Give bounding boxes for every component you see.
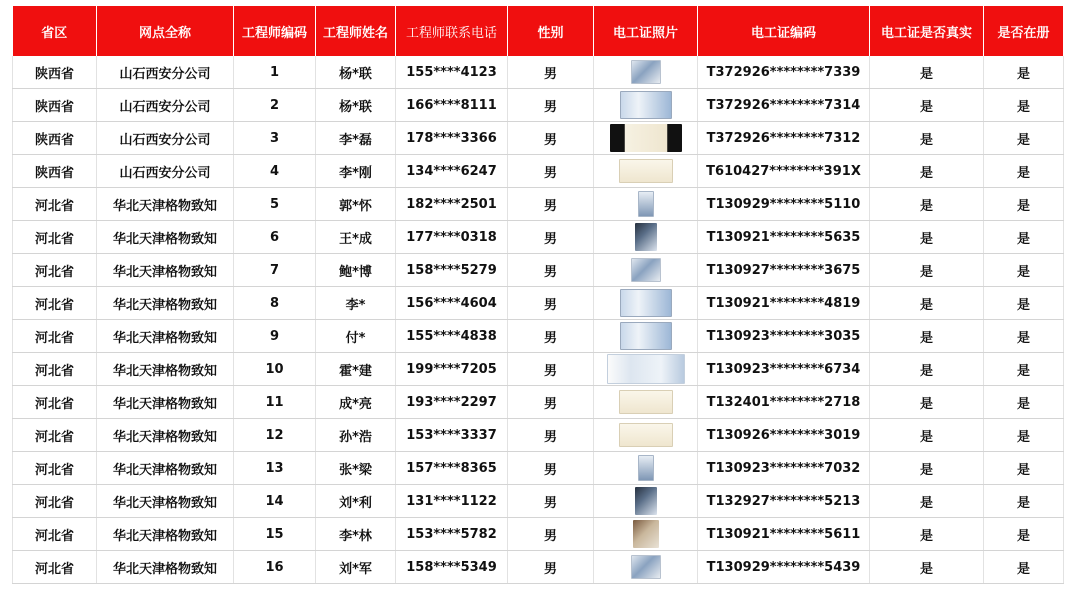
cell-engineer-name: 杨*联 <box>316 56 396 89</box>
table-row <box>13 419 1064 452</box>
cell-cert-real: 是 <box>870 188 984 221</box>
cert-photo-thumbnail <box>631 555 661 579</box>
cell-province: 河北省 <box>13 485 97 518</box>
cell-branch: 华北天津格物致知 <box>97 485 234 518</box>
cell-cert-code: T130923********6734 <box>698 353 870 386</box>
cell-phone: 158****5349 <box>396 551 508 584</box>
table-row <box>13 485 1064 518</box>
table-header-row <box>13 6 1064 56</box>
cell-cert-code: T130921********4819 <box>698 287 870 320</box>
cell-registered: 是 <box>984 419 1064 452</box>
table-row <box>13 353 1064 386</box>
cell-province: 河北省 <box>13 188 97 221</box>
cell-gender: 男 <box>508 287 594 320</box>
cell-phone: 157****8365 <box>396 452 508 485</box>
cell-branch: 山石西安分公司 <box>97 122 234 155</box>
cell-cert-real: 是 <box>870 89 984 122</box>
cell-province: 河北省 <box>13 386 97 419</box>
cell-registered: 是 <box>984 518 1064 551</box>
cell-gender: 男 <box>508 452 594 485</box>
cell-cert-photo <box>594 485 698 518</box>
cell-engineer-name: 鲍*博 <box>316 254 396 287</box>
cell-engineer-name: 李*林 <box>316 518 396 551</box>
cell-engineer-name: 张*梁 <box>316 452 396 485</box>
cell-registered: 是 <box>984 155 1064 188</box>
cell-gender: 男 <box>508 320 594 353</box>
table-row <box>13 89 1064 122</box>
cell-branch: 华北天津格物致知 <box>97 188 234 221</box>
cell-registered: 是 <box>984 452 1064 485</box>
cell-cert-real: 是 <box>870 320 984 353</box>
col-header-registered: 是否在册 <box>984 6 1064 56</box>
cell-registered: 是 <box>984 551 1064 584</box>
cell-engineer-name: 刘*军 <box>316 551 396 584</box>
cell-cert-real: 是 <box>870 221 984 254</box>
cell-phone: 182****2501 <box>396 188 508 221</box>
cell-engineer-id: 1 <box>234 56 316 89</box>
cert-photo-thumbnail <box>631 60 661 84</box>
table-row <box>13 551 1064 584</box>
col-header-engineer-name: 工程师姓名 <box>316 6 396 56</box>
cell-cert-code: T130921********5611 <box>698 518 870 551</box>
cell-province: 河北省 <box>13 353 97 386</box>
cell-gender: 男 <box>508 518 594 551</box>
cell-engineer-name: 王*成 <box>316 221 396 254</box>
cell-cert-photo <box>594 518 698 551</box>
cell-engineer-id: 11 <box>234 386 316 419</box>
cell-phone: 193****2297 <box>396 386 508 419</box>
cell-phone: 178****3366 <box>396 122 508 155</box>
col-header-province: 省区 <box>13 6 97 56</box>
cell-province: 陕西省 <box>13 89 97 122</box>
cell-engineer-name: 李* <box>316 287 396 320</box>
cell-gender: 男 <box>508 155 594 188</box>
cell-registered: 是 <box>984 353 1064 386</box>
cell-engineer-name: 孙*浩 <box>316 419 396 452</box>
cert-photo-thumbnail <box>635 487 657 515</box>
col-header-engineer-id: 工程师编码 <box>234 6 316 56</box>
cell-engineer-id: 16 <box>234 551 316 584</box>
cell-branch: 山石西安分公司 <box>97 155 234 188</box>
cell-cert-photo <box>594 188 698 221</box>
cell-phone: 155****4123 <box>396 56 508 89</box>
table-row <box>13 452 1064 485</box>
cell-phone: 166****8111 <box>396 89 508 122</box>
cell-cert-photo <box>594 155 698 188</box>
cell-engineer-id: 3 <box>234 122 316 155</box>
cell-gender: 男 <box>508 56 594 89</box>
cell-province: 河北省 <box>13 320 97 353</box>
cell-branch: 华北天津格物致知 <box>97 386 234 419</box>
cell-branch: 华北天津格物致知 <box>97 419 234 452</box>
cell-province: 陕西省 <box>13 122 97 155</box>
cell-cert-photo <box>594 320 698 353</box>
cell-province: 河北省 <box>13 551 97 584</box>
cell-cert-code: T130929********5110 <box>698 188 870 221</box>
cell-cert-real: 是 <box>870 287 984 320</box>
cell-registered: 是 <box>984 320 1064 353</box>
cell-cert-real: 是 <box>870 452 984 485</box>
cell-branch: 华北天津格物致知 <box>97 221 234 254</box>
cell-branch: 华北天津格物致知 <box>97 353 234 386</box>
col-header-cert-code: 电工证编码 <box>698 6 870 56</box>
table-row <box>13 386 1064 419</box>
cell-registered: 是 <box>984 287 1064 320</box>
cell-gender: 男 <box>508 221 594 254</box>
cell-cert-photo <box>594 419 698 452</box>
cell-cert-code: T372926********7339 <box>698 56 870 89</box>
cell-engineer-id: 13 <box>234 452 316 485</box>
cert-photo-thumbnail <box>620 289 672 317</box>
cell-phone: 156****4604 <box>396 287 508 320</box>
cell-cert-real: 是 <box>870 353 984 386</box>
cell-phone: 153****5782 <box>396 518 508 551</box>
table-row <box>13 56 1064 89</box>
table-row <box>13 518 1064 551</box>
cell-branch: 山石西安分公司 <box>97 56 234 89</box>
cell-branch: 华北天津格物致知 <box>97 320 234 353</box>
cell-engineer-name: 成*亮 <box>316 386 396 419</box>
cell-province: 河北省 <box>13 419 97 452</box>
cell-gender: 男 <box>508 353 594 386</box>
cell-cert-real: 是 <box>870 254 984 287</box>
cell-cert-code: T130927********3675 <box>698 254 870 287</box>
cell-engineer-id: 4 <box>234 155 316 188</box>
col-header-gender: 性别 <box>508 6 594 56</box>
col-header-phone: 工程师联系电话 <box>396 6 508 56</box>
cell-phone: 199****7205 <box>396 353 508 386</box>
cell-registered: 是 <box>984 56 1064 89</box>
cert-photo-thumbnail <box>620 322 672 350</box>
table-row <box>13 320 1064 353</box>
cell-cert-real: 是 <box>870 551 984 584</box>
cell-cert-code: T130929********5439 <box>698 551 870 584</box>
cell-province: 河北省 <box>13 287 97 320</box>
cell-engineer-name: 刘*利 <box>316 485 396 518</box>
cell-cert-real: 是 <box>870 518 984 551</box>
cell-cert-code: T132927********5213 <box>698 485 870 518</box>
cell-cert-code: T130923********7032 <box>698 452 870 485</box>
cell-engineer-id: 5 <box>234 188 316 221</box>
cell-branch: 华北天津格物致知 <box>97 287 234 320</box>
cert-photo-thumbnail <box>619 159 673 183</box>
cell-cert-photo <box>594 89 698 122</box>
cert-photo-thumbnail <box>635 223 657 251</box>
cell-engineer-name: 郭*怀 <box>316 188 396 221</box>
cell-engineer-name: 杨*联 <box>316 89 396 122</box>
cell-cert-code: T372926********7314 <box>698 89 870 122</box>
cell-phone: 155****4838 <box>396 320 508 353</box>
cert-photo-thumbnail <box>610 124 682 152</box>
cell-province: 陕西省 <box>13 155 97 188</box>
table-row <box>13 254 1064 287</box>
cell-engineer-id: 6 <box>234 221 316 254</box>
cell-cert-code: T372926********7312 <box>698 122 870 155</box>
cell-branch: 华北天津格物致知 <box>97 551 234 584</box>
cell-engineer-id: 2 <box>234 89 316 122</box>
cell-registered: 是 <box>984 188 1064 221</box>
cell-cert-code: T610427********391X <box>698 155 870 188</box>
cell-cert-photo <box>594 221 698 254</box>
cert-photo-thumbnail <box>620 91 672 119</box>
cell-gender: 男 <box>508 89 594 122</box>
cell-phone: 131****1122 <box>396 485 508 518</box>
cell-cert-photo <box>594 254 698 287</box>
table-row <box>13 188 1064 221</box>
table-row <box>13 287 1064 320</box>
cell-branch: 华北天津格物致知 <box>97 518 234 551</box>
cell-cert-code: T132401********2718 <box>698 386 870 419</box>
cell-cert-code: T130926********3019 <box>698 419 870 452</box>
cert-photo-thumbnail <box>619 390 673 414</box>
table-row <box>13 122 1064 155</box>
cert-photo-thumbnail <box>631 258 661 282</box>
cell-gender: 男 <box>508 254 594 287</box>
cell-phone: 134****6247 <box>396 155 508 188</box>
cell-engineer-id: 7 <box>234 254 316 287</box>
cell-province: 河北省 <box>13 221 97 254</box>
cell-engineer-id: 8 <box>234 287 316 320</box>
cert-photo-thumbnail <box>638 455 654 481</box>
cell-province: 河北省 <box>13 518 97 551</box>
cell-engineer-id: 15 <box>234 518 316 551</box>
cell-phone: 153****3337 <box>396 419 508 452</box>
cell-gender: 男 <box>508 122 594 155</box>
cell-gender: 男 <box>508 188 594 221</box>
cell-engineer-name: 李*磊 <box>316 122 396 155</box>
cell-engineer-id: 9 <box>234 320 316 353</box>
cell-cert-photo <box>594 287 698 320</box>
cell-cert-code: T130923********3035 <box>698 320 870 353</box>
cell-province: 陕西省 <box>13 56 97 89</box>
cell-cert-real: 是 <box>870 419 984 452</box>
cell-cert-real: 是 <box>870 155 984 188</box>
cell-engineer-name: 霍*建 <box>316 353 396 386</box>
cell-cert-code: T130921********5635 <box>698 221 870 254</box>
cell-cert-real: 是 <box>870 122 984 155</box>
cell-registered: 是 <box>984 254 1064 287</box>
cell-cert-photo <box>594 551 698 584</box>
cell-registered: 是 <box>984 386 1064 419</box>
cell-gender: 男 <box>508 386 594 419</box>
cell-gender: 男 <box>508 419 594 452</box>
cell-cert-real: 是 <box>870 386 984 419</box>
cell-engineer-name: 付* <box>316 320 396 353</box>
cell-cert-photo <box>594 56 698 89</box>
cell-phone: 177****0318 <box>396 221 508 254</box>
cell-engineer-id: 14 <box>234 485 316 518</box>
cell-gender: 男 <box>508 485 594 518</box>
cell-cert-real: 是 <box>870 56 984 89</box>
cell-phone: 158****5279 <box>396 254 508 287</box>
cell-cert-photo <box>594 122 698 155</box>
cell-registered: 是 <box>984 122 1064 155</box>
cert-photo-thumbnail <box>638 191 654 217</box>
cell-province: 河北省 <box>13 254 97 287</box>
cert-photo-thumbnail <box>619 423 673 447</box>
engineer-roster-table <box>12 6 1064 584</box>
cert-photo-thumbnail <box>607 354 685 384</box>
table-row <box>13 221 1064 254</box>
cell-cert-real: 是 <box>870 485 984 518</box>
cell-engineer-name: 李*刚 <box>316 155 396 188</box>
cell-engineer-id: 10 <box>234 353 316 386</box>
col-header-cert-real: 电工证是否真实 <box>870 6 984 56</box>
table-body <box>13 56 1064 584</box>
table-row <box>13 155 1064 188</box>
col-header-cert-photo: 电工证照片 <box>594 6 698 56</box>
cell-branch: 华北天津格物致知 <box>97 452 234 485</box>
cell-registered: 是 <box>984 89 1064 122</box>
cell-cert-photo <box>594 353 698 386</box>
cell-branch: 华北天津格物致知 <box>97 254 234 287</box>
cert-photo-thumbnail <box>633 520 659 548</box>
cell-province: 河北省 <box>13 452 97 485</box>
cell-registered: 是 <box>984 485 1064 518</box>
cell-cert-photo <box>594 386 698 419</box>
cell-registered: 是 <box>984 221 1064 254</box>
cell-branch: 山石西安分公司 <box>97 89 234 122</box>
cell-gender: 男 <box>508 551 594 584</box>
col-header-branch: 网点全称 <box>97 6 234 56</box>
cell-engineer-id: 12 <box>234 419 316 452</box>
cell-cert-photo <box>594 452 698 485</box>
